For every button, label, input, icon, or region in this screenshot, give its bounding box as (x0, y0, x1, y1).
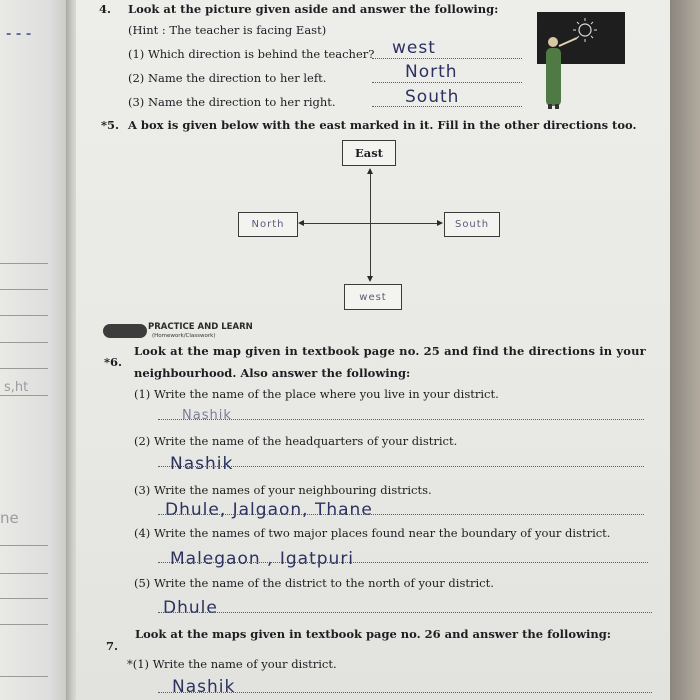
q6-item-5: (5) Write the name of the district to the north of your district. (134, 576, 494, 590)
q6-answer-5: Dhule (163, 598, 218, 618)
practice-badge-title: PRACTICE AND LEARN (148, 322, 253, 332)
practice-badge-subtitle: (Homework/Classwork) (152, 333, 216, 339)
north-box (238, 212, 298, 237)
south-box (444, 212, 500, 237)
arrow-right-icon (437, 220, 443, 226)
q6-answer-2: Nashik (170, 454, 234, 474)
q7-item-1: *(1) Write the name of your district. (127, 657, 337, 671)
q6-item-1: (1) Write the name of the place where you live in your district. (134, 387, 499, 401)
teacher-picture (537, 12, 625, 110)
west-answer: west (359, 291, 387, 303)
east-box (342, 140, 396, 166)
arrow-down-icon (367, 276, 373, 282)
arrow-left-icon (298, 220, 304, 226)
q6-item-3: (3) Write the names of your neighbouring districts. (134, 483, 432, 497)
q6-line-1: Look at the map given in textbook page no. 25 and find the directions in your (134, 344, 646, 358)
q7-title: Look at the maps given in textbook page no. 26 and answer the following: (135, 627, 612, 641)
north-answer: North (251, 219, 285, 230)
east-label: East (354, 146, 383, 160)
compass-vertical-line (370, 172, 371, 278)
q4-item-1: (1) Which direction is behind the teacher? (128, 47, 375, 61)
q6-line-2: neighbourhood. Also answer the following: (134, 366, 411, 380)
q4-hint: (Hint : The teacher is facing East) (128, 23, 327, 37)
q5-title: A box is given below with the east marked in it. Fill in the other directions too. (128, 118, 637, 132)
q4-answer-1: west (392, 38, 436, 58)
q6-answer-3: Dhule, Jalgaon, Thane (165, 500, 373, 520)
q6-answer-1: Nashik (182, 408, 232, 423)
q7-answer-1: Nashik (172, 677, 236, 697)
margin-dash: - - - (6, 27, 32, 42)
q6-number: *6. (104, 355, 123, 369)
south-answer: South (454, 219, 490, 230)
q6-answer-4: Malegaon , Igatpuri (170, 549, 355, 569)
q6-item-2: (2) Write the name of the headquarters of your district. (134, 434, 458, 448)
q4-number: 4. (99, 2, 112, 16)
q6-item-4: (4) Write the names of two major places found near the boundary of your district. (134, 526, 611, 540)
q5-number: *5. (101, 118, 120, 132)
west-box (344, 284, 402, 310)
margin-scribble: ne (0, 509, 19, 527)
q4-item-3: (3) Name the direction to her right. (128, 95, 336, 109)
margin-scribble: s,ht (4, 380, 29, 395)
left-page (0, 0, 70, 700)
q7-number: 7. (106, 639, 119, 653)
q4-item-2: (2) Name the direction to her left. (128, 71, 327, 85)
q4-answer-3: South (405, 87, 460, 107)
arrow-up-icon (367, 168, 373, 174)
practice-badge-icon (103, 324, 147, 338)
q4-title: Look at the picture given aside and answer the following: (128, 2, 499, 16)
q4-answer-2: North (405, 62, 458, 82)
table-edge (670, 0, 700, 700)
